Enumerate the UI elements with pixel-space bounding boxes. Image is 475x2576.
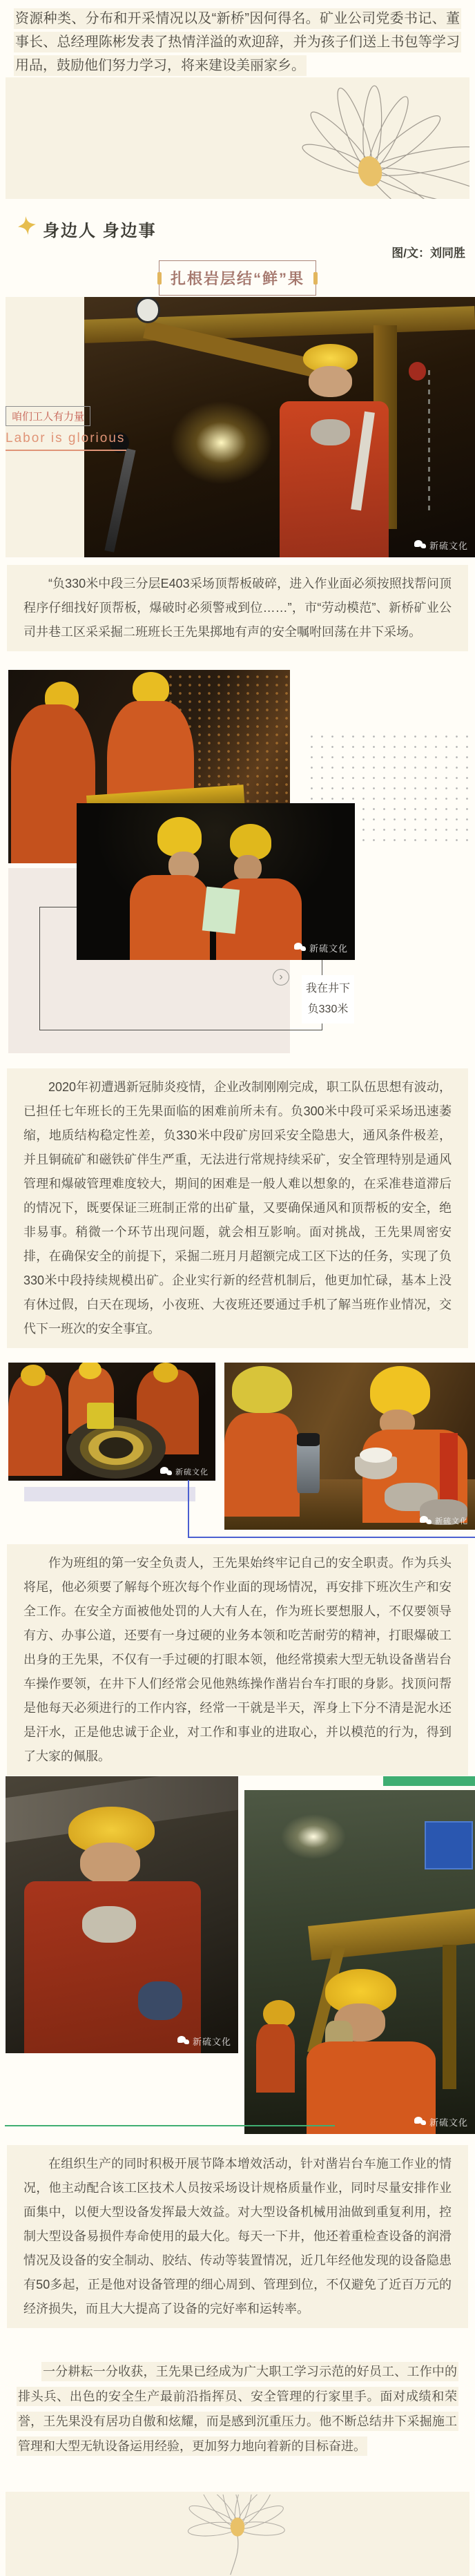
glove-shape <box>138 1981 182 2020</box>
photo-portrait-smiling-miner <box>6 1776 238 2053</box>
blue-frame-line-vertical <box>188 1480 189 1538</box>
thermos-cap-shape <box>297 1433 320 1446</box>
helmet-shape <box>157 817 202 856</box>
chevron-right-icon[interactable] <box>273 969 289 986</box>
caption-bar <box>24 1487 195 1501</box>
sign-shape <box>425 1821 473 1869</box>
slogan-cn: 咱们工人有力量 <box>12 411 85 423</box>
watermark-text: 新硫文化 <box>435 1517 468 1526</box>
tool-shape <box>87 1403 114 1429</box>
face-shape <box>234 855 262 882</box>
red-ball-shape <box>409 362 426 380</box>
suit-shape <box>8 1374 62 1476</box>
suit-shape <box>130 875 211 960</box>
green-accent-bar <box>383 1776 475 1786</box>
wechat-watermark <box>294 941 348 954</box>
depth-callout <box>302 975 354 1023</box>
wechat-icon <box>420 1516 432 1526</box>
paragraph-4: 在组织生产的同时积极开展节降本增效活动，针对凿岩台车施工作业的情况，他主动配合该工区技术人员按采场设计规格质量作业，同时尽量安排作业面集中，以便大型设备发挥最大效益。对大型设备机械用油做到重复利用，控制大型设备易损件寿命使用的最大化。每天一下井，他还着重检查设备的润滑情况及设备的安全制动、胶结、传动等装置情况，近几年经他发现的设备隐患有50多起，正是他对设备管理的细心周到、管理到位，不仅避免了近百万元的经济损失，而且大大提高了设备的完好率和运转率。 <box>7 2145 468 2328</box>
wechat-icon <box>160 1467 172 1477</box>
decor-block-top <box>6 77 469 199</box>
helmet-shape <box>370 1366 430 1416</box>
photo-hero-miner <box>84 297 475 557</box>
slogan-en: Labor is glorious <box>6 431 126 451</box>
wechat-watermark <box>414 539 468 552</box>
helmet-shape <box>263 2000 295 2028</box>
closing-text: 一分耕耘一分收获，王先果已经成为广大职工学习示范的好员工、工作中的排头兵、出色的安全生产最前沿指挥员、安全管理的行家里手。面对成绩和荣誉，王先果没有居功自傲和炫耀，而是感到沉重压力。他不断总结井下采掘施工管理和大型无轨设备运用经验，更加努力地向着新的目标奋进。 <box>17 2362 458 2456</box>
lever-shape <box>105 448 136 552</box>
wechat-watermark <box>420 1515 468 1526</box>
section-header-row <box>0 214 475 244</box>
gauge-clock-shape <box>135 297 161 323</box>
chevron-glyph: › <box>279 971 283 983</box>
green-accent-line <box>5 2125 335 2126</box>
callout-line2: 负330米 <box>307 1003 349 1015</box>
wechat-icon <box>414 2117 426 2127</box>
section-header: 身边人 身边事 <box>43 222 157 240</box>
watermark-text: 新硫文化 <box>429 541 468 551</box>
photo-safety-briefing <box>77 803 355 960</box>
wechat-watermark <box>177 2035 231 2048</box>
byline: 图/文：刘同胜 <box>391 247 465 260</box>
photo-row-2 <box>0 1775 475 2144</box>
booklet-shape <box>202 886 240 933</box>
callout-line1: 我在井下 <box>306 983 351 994</box>
gold-tab-right <box>313 272 318 285</box>
watermark-text: 新硫文化 <box>429 2117 468 2128</box>
article-title-box <box>159 260 316 296</box>
canopy-leg-shape <box>443 1945 456 2089</box>
watermark-text: 新硫文化 <box>309 943 348 954</box>
hero-section <box>6 297 475 557</box>
chain-shape <box>428 370 430 513</box>
face-shape <box>80 1843 141 1884</box>
daisy-flower-icon <box>168 2495 307 2576</box>
wechat-icon <box>177 2036 189 2046</box>
photo-lunch-underground <box>224 1363 475 1530</box>
blue-frame-line-horizontal <box>188 1537 475 1538</box>
watermark-text: 新硫文化 <box>192 2037 231 2047</box>
wechat-icon <box>414 540 426 550</box>
photo-montage-section <box>0 670 475 1084</box>
helmet-shape <box>153 1363 178 1383</box>
closing-paragraph <box>0 2359 475 2459</box>
face-shape <box>309 366 351 397</box>
helmet-shape <box>230 824 271 860</box>
lamp-glow <box>171 401 272 485</box>
wheel-rim-shape <box>66 1417 166 1479</box>
respirator-shape <box>311 419 350 445</box>
decor-block-bottom <box>6 2492 469 2576</box>
helmet-shape <box>232 1366 292 1413</box>
lamp-glow <box>281 1814 346 1859</box>
intro-paragraph <box>0 7 475 77</box>
gold-tab-left <box>157 272 162 285</box>
wechat-watermark <box>160 1466 209 1477</box>
watermark-text: 新硫文化 <box>175 1468 209 1477</box>
helmet-shape <box>133 672 169 705</box>
flower-sketch-icon <box>289 77 469 199</box>
paragraph-2: 2020年初遭遇新冠肺炎疫情，企业改制刚刚完成，职工队伍思想有波动，已担任七年班长的王先果面临的困难前所未有。负300米中段可采采场迅速萎缩，地质结构稳定性差，负330米中段矿房回采安全隐患大，通风条件极差，并且铜硫矿和磁铁矿伴生严重，无法进行常规持续采矿，安全管理特别是通风管理和爆破管理难度较大，期间的困难是一般人难以想象的，在采准巷道滞后的情况下，既要保证三班制正常的出矿量，又要确保通风和顶帮板的安全，绝非易事。稍微一个环节出现问题，就会相互影响。面对挑战，王先果周密安排，在确保安全的前提下，采掘二班月月超额完成工区下达的任务，实现了负330米中段持续规模出矿。企业实行新的经营机制后，他更加忙碌，基本上没有休过假，白天在现场，小夜班、大夜班还要通过手机了解当班作业情况，交代下一班次的安全事宜。 <box>7 1068 468 1348</box>
photo-miner-drinking <box>244 1790 475 2134</box>
slogan-cn-box <box>6 406 90 426</box>
wechat-watermark <box>414 2115 468 2128</box>
thermos-shape <box>297 1439 320 1492</box>
paragraph-quote: “负330米中段三分层E403采场顶帮板破碎，进入作业面必须按照找帮问顶程序仔细找好顶帮板，爆破时必须警戒到位……”，市“劳动模范”、新桥矿业公司井巷工区采采掘二班班长王先果掷地有声的安全嘱咐回荡在井下采场。 <box>7 565 468 651</box>
helmet-shape <box>21 1365 46 1386</box>
respirator-shape <box>82 1906 136 1942</box>
article-title: 扎根岩层结“鲜”果 <box>170 270 305 287</box>
suit-shape <box>256 2024 295 2093</box>
photo-row-1 <box>0 1363 475 1539</box>
intro-text: 资源种类、分布和开采情况以及“新桥”因何得名。矿业公司党委书记、董事长、总经理陈彬发表了热情洋溢的欢迎辞，并为孩子们送上书包等学习用品，鼓励他们努力学习，将来建设美丽家乡。 <box>14 8 461 76</box>
wechat-icon <box>294 943 306 953</box>
photo-wheel-repair <box>8 1363 215 1481</box>
suit-shape <box>224 1413 300 1517</box>
sparkle-icon <box>17 215 37 238</box>
paragraph-3: 作为班组的第一安全负责人，王先果始终牢记自己的安全职责。作为兵头将尾，他必须要了解每个班次每个作业面的现场情况，再安排下班次生产和安全工作。在安全方面被他处罚的人大有人在，作为班长要想服人，不仅要领导有方、办事公道，还要有一身过硬的业务本领和吃苦耐劳的精神，打眼爆破工出身的王先果，不仅有一手过硬的打眼本领，他经常摸索大型无轨设备凿岩台车操作要领，在井下人们经常会见他熟练操作凿岩台车打眼的身影。找顶问帮是他每天必须进行的工作内容，经常一干就是半天，浑身上下分不清是泥水还是汗水，正是他忠诚于企业，对工作和事业的进取心，并以模范的行为，得到了大家的佩服。 <box>7 1544 468 1776</box>
